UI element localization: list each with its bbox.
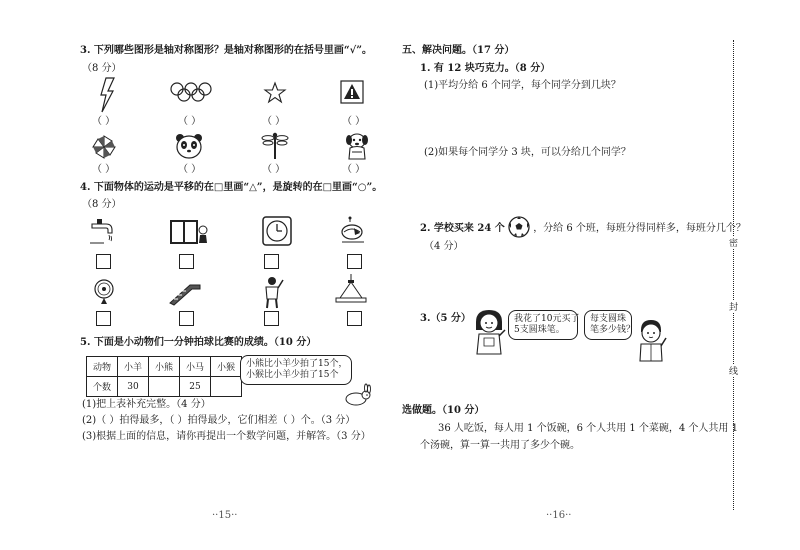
rabbit-icon	[342, 384, 372, 406]
table-header-cell: 小熊	[149, 357, 180, 377]
q5-sub1: (1)把上表补充完整。（4 分）	[82, 399, 211, 410]
seal-char: 线	[729, 364, 738, 377]
answer-box-2[interactable]	[179, 254, 194, 269]
r-q1-sub1: (1)平均分给 6 个同学，每个同学分到几块？	[424, 80, 621, 91]
soccer-ball-icon	[508, 216, 530, 238]
table-header-cell: 小马	[180, 357, 211, 377]
table-cell: 30	[118, 377, 149, 397]
answer-box-5[interactable]	[96, 311, 111, 326]
bubble-line: 小熊比小羊少拍了15个，	[246, 359, 348, 369]
q5-sub3: (3)根据上面的信息，请你再提出一个数学问题，并解答。（3 分）	[82, 431, 371, 442]
r-q1-sub2: (2)如果每个同学分 3 块，可以分给几个同学？	[424, 147, 631, 158]
olympic-rings-icon	[170, 82, 212, 102]
fan-icon	[92, 279, 116, 305]
answer-box-3[interactable]	[264, 254, 279, 269]
r-q2-suffix: ，分给 6 个班，每班分得同样多，每班分几个？	[533, 223, 746, 234]
dragonfly-icon	[262, 132, 288, 160]
table-cell: 个数	[87, 377, 118, 397]
globe-icon	[338, 216, 368, 246]
r-q2-score: （4 分）	[424, 241, 464, 252]
paren-2[interactable]: （ ）	[178, 116, 202, 127]
extra-title: 选做题。（10 分）	[402, 405, 485, 416]
page-dots: ··	[565, 510, 572, 521]
lift-cart-icon	[334, 274, 368, 304]
seal-char: 封	[729, 300, 738, 313]
answer-box-4[interactable]	[347, 254, 362, 269]
speech-bubble	[240, 355, 352, 385]
paren-7[interactable]: （ ）	[262, 164, 286, 175]
girl-icon	[470, 308, 508, 356]
r-q1-title: 1. 有 12 块巧克力。（8 分）	[420, 63, 551, 74]
seal-dotted-line	[733, 40, 734, 510]
escalator-icon	[168, 281, 202, 305]
seal-char: 密	[729, 236, 738, 249]
boy-speech-bubble	[584, 310, 636, 340]
q4-title: 4. 下面物体的运动是平移的在□里画“△”，是旋转的在□里画“○”。	[80, 182, 383, 193]
table-cell[interactable]	[211, 377, 242, 397]
table-cell[interactable]	[149, 377, 180, 397]
pinwheel-icon	[92, 135, 116, 159]
page-dots: ··	[231, 510, 238, 521]
answer-box-8[interactable]	[347, 311, 362, 326]
page-number-right	[546, 510, 571, 521]
section-title: 五、解决问题。（17 分）	[402, 45, 515, 56]
page-number: 15	[218, 510, 232, 521]
page-number-left	[212, 510, 237, 521]
q3-score: （8 分）	[82, 63, 122, 74]
answer-box-1[interactable]	[96, 254, 111, 269]
answer-box-7[interactable]	[264, 311, 279, 326]
paren-3[interactable]: （ ）	[262, 116, 286, 127]
table-header-cell: 小猴	[211, 357, 242, 377]
q5-sub2: (2)（ ）拍得最多，（ ）拍得最少，它们相差（ ）个。（3 分）	[82, 415, 356, 426]
bubble-line: 5支圆珠笔。	[514, 325, 565, 335]
dog-icon	[344, 131, 370, 161]
page-dots: ··	[546, 510, 553, 521]
q4-score: （8 分）	[82, 199, 122, 210]
bubble-line: 笔多少钱？	[590, 325, 636, 335]
window-icon	[170, 220, 210, 244]
page-number: 16	[552, 510, 566, 521]
table-cell: 25	[180, 377, 211, 397]
r-q3-title: 3.（5 分）	[420, 313, 471, 324]
girl-speech-bubble	[508, 310, 578, 340]
answer-box-6[interactable]	[179, 311, 194, 326]
extra-line1: 36 人吃饭，每人用 1 个饭碗，6 个人共用 1 个菜碗，4 个人共用 1	[438, 423, 738, 434]
page-dots: ··	[212, 510, 219, 521]
faucet-icon	[88, 216, 118, 244]
extra-line2: 个汤碗，算一算一共用了多少个碗。	[420, 440, 580, 451]
table-header-cell: 动物	[87, 357, 118, 377]
bubble-line: 我花了10元买了	[514, 314, 580, 324]
score-table	[86, 356, 242, 397]
warning-sign-icon	[340, 80, 364, 104]
paren-4[interactable]: （ ）	[342, 116, 366, 127]
q3-title: 3. 下列哪些图形是轴对称图形？是轴对称图形的在括号里画“√”。	[80, 45, 372, 56]
table-header-cell: 小羊	[118, 357, 149, 377]
arm-icon	[260, 275, 284, 309]
boy-icon	[634, 318, 668, 362]
lightning-icon	[100, 78, 116, 112]
paren-1[interactable]: （ ）	[92, 116, 116, 127]
paren-5[interactable]: （ ）	[92, 164, 116, 175]
paren-8[interactable]: （ ）	[342, 164, 366, 175]
star-icon	[264, 82, 286, 104]
clock-icon	[262, 216, 292, 246]
paren-6[interactable]: （ ）	[178, 164, 202, 175]
r-q2-prefix: 2. 学校买来 24 个	[420, 223, 505, 234]
bubble-line: 每支圆珠	[590, 314, 627, 324]
r-q2-line	[420, 216, 746, 238]
panda-icon	[175, 133, 203, 159]
bubble-line: 小猴比小羊少拍了15个	[246, 370, 339, 380]
q5-title: 5. 下面是小动物们一分钟拍球比赛的成绩。（10 分）	[80, 337, 317, 348]
